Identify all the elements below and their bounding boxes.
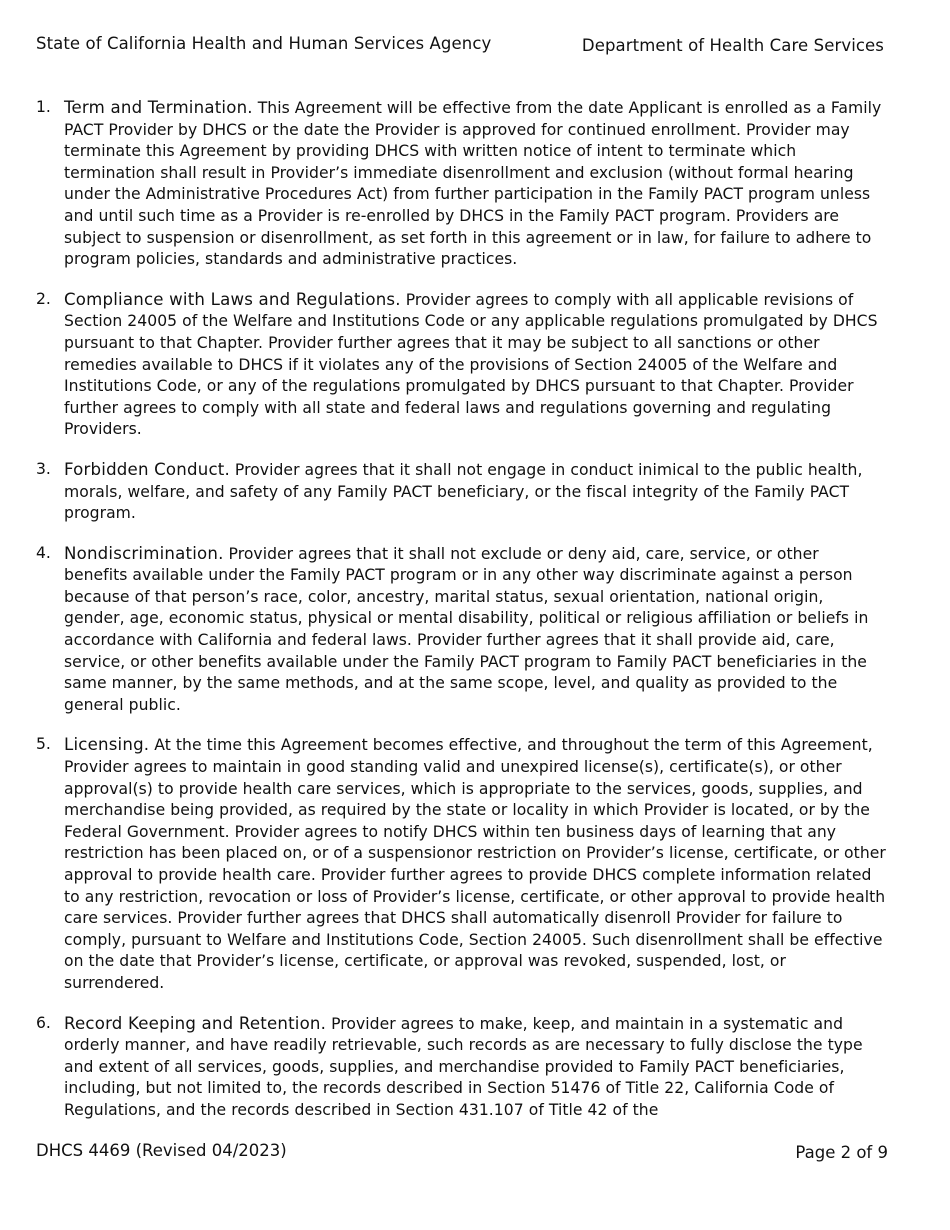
section-heading: Forbidden Conduct. bbox=[64, 459, 230, 479]
department-name: Department of Health Care Services bbox=[581, 36, 884, 55]
agency-name: State of California Health and Human Services Agency bbox=[36, 34, 492, 53]
section-number: 2. bbox=[36, 289, 51, 308]
page-footer bbox=[36, 1141, 888, 1165]
term-section-termination bbox=[36, 97, 886, 271]
section-body: Provider agrees that it shall not exclude or deny aid, care, service, or other benefits available under the Family PACT program or in any other way discriminate against a person because of that person’s race, color, ancestry, marital status, sexual orientation, national origin, gender, age, economic status, physical or mental disability, political or religious affiliation or beliefs in accordance with California and federal laws. Provider further agrees that it shall provide aid, care, service, or other benefits available under the Family PACT program to Family PACT beneficiaries in the same manner, by the same methods, and at the same scope, level, and quality as provided to the general public. bbox=[64, 544, 869, 714]
section-body: At the time this Agreement becomes effective, and throughout the term of this Agreement, Provider agrees to maintain in good standing valid and unexpired license(s), certificate(s), or other approval(s) to provide health care services, which is appropriate to the services, goods, supplies, and merchandise being provided, as required by the state or locality in which Provider is located, or by the Federal Government. Provider agrees to notify DHCS within ten business days of learning that any restriction has been placed on, or of a suspensionor restriction on Provider’s license, certificate, or other approval to provide health care. Provider further agrees to provide DHCS complete information related to any restriction, revocation or loss of Provider’s license, certificate, or other approval to provide health care services. Provider further agrees that DHCS shall automatically disenroll Provider for failure to comply, pursuant to Welfare and Institutions Code, Section 24005. Such disenrollment shall be effective on the date that Provider’s license, certificate, or approval was revoked, suspended, lost, or surrendered. bbox=[64, 736, 886, 992]
section-heading: Compliance with Laws and Regulations. bbox=[64, 289, 401, 309]
section-number: 4. bbox=[36, 543, 51, 562]
section-number: 5. bbox=[36, 735, 51, 754]
page-number: Page 2 of 9 bbox=[795, 1143, 888, 1162]
section-number: 3. bbox=[36, 459, 51, 478]
section-heading: Term and Termination. bbox=[64, 98, 253, 117]
term-section-record-keeping bbox=[36, 1013, 886, 1122]
section-body: Provider agrees to comply with all applicable revisions of Section 24005 of the Welfare and Institutions Code or any applicable regulations promulgated by DHCS pursuant to that Chapter. Provider further agrees that it may be subject to all sanctions or other remedies available to DHCS if it violates any of the provisions of Section 24005 of the Welfare and Institutions Code, or any of the regulations promulgated by DHCS pursuant to that Chapter. Provider further agrees to comply with all state and federal laws and regulations governing and regulating Providers. bbox=[64, 290, 878, 439]
section-number: 1. bbox=[36, 98, 51, 116]
page-header bbox=[36, 34, 884, 58]
form-id: DHCS 4469 (Revised 04/2023) bbox=[36, 1141, 287, 1160]
section-heading: Licensing. bbox=[64, 735, 150, 755]
term-section-nondiscrimination bbox=[36, 543, 886, 717]
section-body: Provider agrees that it shall not engage in conduct inimical to the public health, morals, welfare, and safety of any Family PACT beneficiary, or the fiscal integrity of the Family PACT program. bbox=[64, 460, 863, 523]
term-section-licensing bbox=[36, 734, 886, 994]
section-heading: Nondiscrimination. bbox=[64, 543, 224, 563]
section-heading: Record Keeping and Retention. bbox=[64, 1013, 327, 1033]
terms-list bbox=[36, 97, 886, 1140]
term-section-compliance bbox=[36, 289, 886, 441]
section-body: This Agreement will be effective from the date Applicant is enrolled as a Family PACT Provider by DHCS or the date the Provider is approved for continued enrollment. Provider may terminate this Agreement by providing DHCS with written notice of intent to terminate which termination shall result in Provider’s immediate disenrollment and exclusion (without formal hearing under the Administrative Procedures Act) from further participation in the Family PACT program unless and until such time as a Provider is re-enrolled by DHCS in the Family PACT program. Providers are subject to suspension or disenrollment, as set forth in this agreement or in law, for failure to adhere to program policies, standards and administrative practices. bbox=[64, 99, 882, 269]
section-body: Provider agrees to make, keep, and maintain in a systematic and orderly manner, and have readily retrievable, such records as are necessary to fully disclose the type and extent of all services, goods, supplies, and merchandise provided to Family PACT beneficiaries, including, but not limited to, the records described in Section 51476 of Title 22, California Code of Regulations, and the records described in Section 431.107 of Title 42 of the bbox=[64, 1014, 863, 1119]
section-number: 6. bbox=[36, 1013, 51, 1032]
term-section-forbidden-conduct bbox=[36, 459, 886, 525]
